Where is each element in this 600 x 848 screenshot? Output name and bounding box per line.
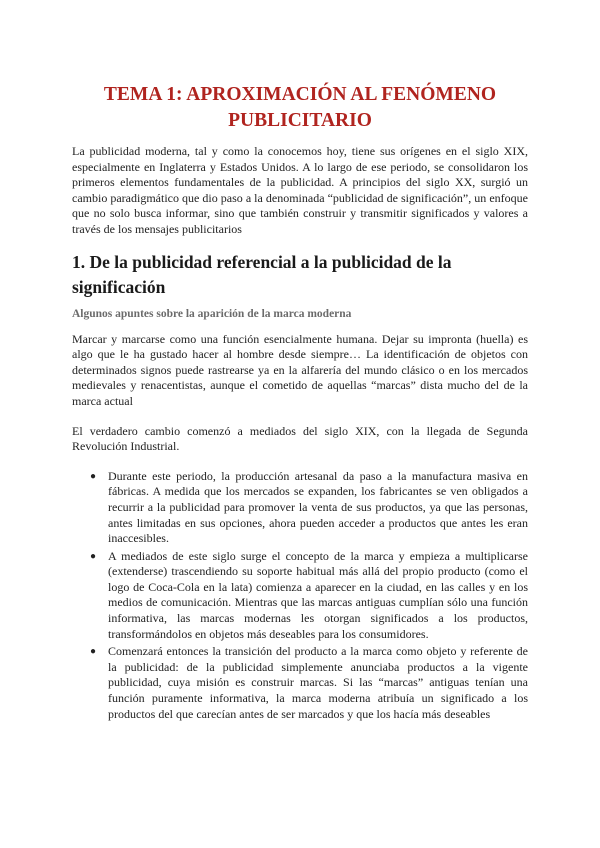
subheading: Algunos apuntes sobre la aparición de la marca moderna (72, 307, 352, 320)
list-item-text: Comenzará entonces la transición del producto a la marca como objeto y referente de la publicidad: de la publicidad simplemente anunciaba productos a la vigente publicidad, cuya misión es construir marcas. Si las “marcas” antiguas tenían una función puramente informativa, la marca moderna atribuía un significado a los productos del que carecían antes de ser marcados y que los hacía más deseables (108, 644, 528, 721)
list-item-text: Durante este periodo, la producción artesanal da paso a la manufactura masiva en fábricas. A medida que los mercados se expanden, los fabricantes se ven obligados a recurrir a la publicidad para promover la venta de sus productos, ya que las personas, antes limitadas en sus opciones, ahora pueden acceder a productos que antes les eran inaccesibles. (108, 468, 528, 546)
paragraph-2: El verdadero cambio comenzó a mediados del siglo XIX, con la llegada de Segunda Revolución Industrial. (72, 423, 528, 454)
intro-paragraph: La publicidad moderna, tal y como la conocemos hoy, tiene sus orígenes en el siglo XIX, especialmente en Inglaterra y Estados Unidos. A lo largo de ese periodo, se consolidaron los primeros elementos fundamentales de la publicidad. A principios del siglo XX, surgió un cambio paradigmático que dio paso a la denominada “publicidad de significación”, un enfoque que no solo busca informar, sino que también construir y transmitir significados y valores a través de los mensajes publicitarios (72, 144, 528, 236)
list-item (90, 548, 528, 643)
bullet-icon: ● (90, 470, 97, 482)
list-item (90, 644, 528, 722)
bullet-list (72, 469, 528, 723)
bullet-icon: ● (90, 550, 97, 562)
page-title: TEMA 1: APROXIMACIÓN AL FENÓMENO PUBLICITARIO (103, 84, 497, 131)
section-heading: 1. De la publicidad referencial a la publicidad de la significación (72, 251, 452, 297)
paragraph-1: Marcar y marcarse como una función esencialmente humana. Dejar su impronta (huella) es algo que le ha gustado hacer al hombre desde siempre… La identificación de objetos con determinados signos puede rastrearse ya en la alfarería del mundo clásico o en los mercados medievales y renacentistas, aunque el cometido de aquellas “marcas” dista mucho del de la marca actual (72, 331, 528, 408)
list-item (90, 468, 528, 547)
list-item-text: A mediados de este siglo surge el concepto de la marca y empieza a multiplicarse (extenderse) trascendiendo su soporte habitual más allá del propio producto (como el logo de Coca-Cola en la lata) comienza a aparecer en la ciudad, en las calles y en los medios de comunicación. Mientras que las marcas antiguas cumplían sólo una función informativa, las marcas modernas les otorgan significados a los productos, transformándolos en objetos más deseables para los consumidores. (108, 548, 528, 641)
bullet-icon: ● (90, 646, 97, 658)
